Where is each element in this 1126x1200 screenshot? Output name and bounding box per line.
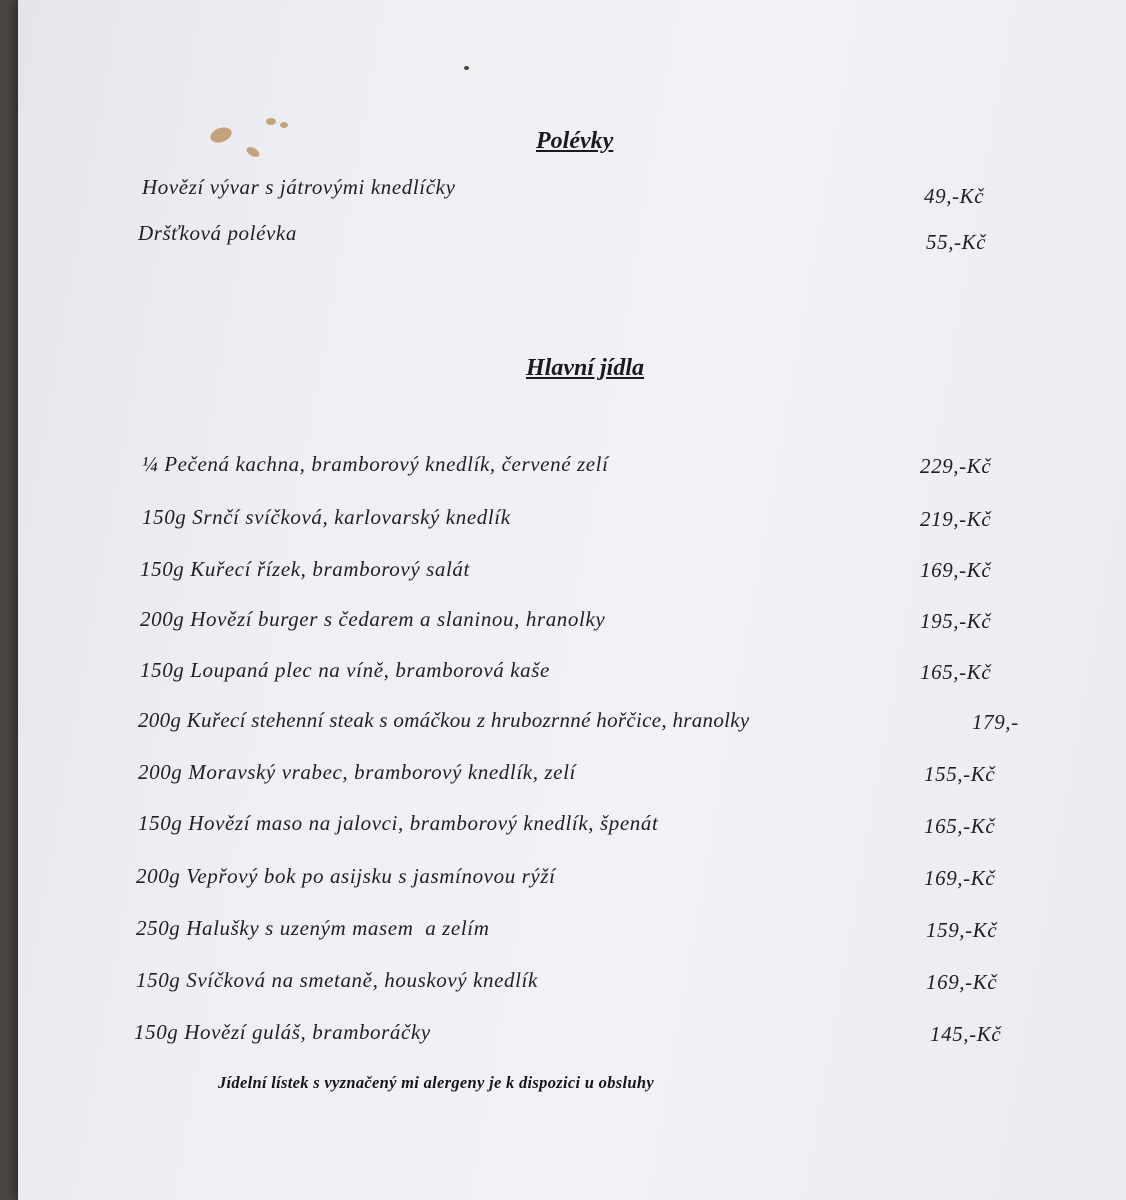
main-item-name: 150g Hovězí guláš, bramboráčky bbox=[134, 1020, 431, 1044]
main-item-price: 165,-Kč bbox=[924, 814, 996, 838]
stain-mark bbox=[280, 122, 288, 128]
main-item-name: 250g Halušky s uzeným masem a zelím bbox=[136, 916, 490, 940]
main-item-price: 195,-Kč bbox=[920, 609, 992, 633]
main-item-price: 179,- bbox=[972, 710, 1019, 734]
main-item-price: 169,-Kč bbox=[926, 970, 998, 994]
main-item-price: 229,-Kč bbox=[920, 454, 992, 478]
stain-mark bbox=[464, 66, 469, 70]
soup-item-name: Dršťková polévka bbox=[138, 221, 297, 245]
main-item-name: 150g Loupaná plec na víně, bramborová kaše bbox=[140, 658, 550, 682]
main-item-name: 150g Srnčí svíčková, karlovarský knedlík bbox=[142, 505, 511, 529]
allergen-note: Jídelní lístek s vyznačený mi alergeny je k dispozici u obsluhy bbox=[218, 1073, 654, 1092]
main-item-price: 169,-Kč bbox=[924, 866, 996, 890]
main-item-price: 219,-Kč bbox=[920, 507, 992, 531]
stain-mark bbox=[245, 145, 261, 159]
soups-title: Polévky bbox=[536, 128, 614, 154]
soup-item-name: Hovězí vývar s játrovými knedlíčky bbox=[142, 175, 456, 199]
main-item-price: 155,-Kč bbox=[924, 762, 996, 786]
main-item-price: 145,-Kč bbox=[930, 1022, 1002, 1046]
soup-item-price: 55,-Kč bbox=[926, 230, 987, 254]
stain-mark bbox=[266, 118, 276, 125]
stain-mark bbox=[208, 125, 233, 146]
main-item-name: 200g Moravský vrabec, bramborový knedlík, zelí bbox=[138, 760, 576, 784]
main-item-name: 200g Kuřecí stehenní steak s omáčkou z hrubozrnné hořčice, hranolky bbox=[138, 708, 750, 732]
mains-title: Hlavní jídla bbox=[526, 355, 645, 381]
main-item-price: 159,-Kč bbox=[926, 918, 998, 942]
menu-sheet bbox=[18, 0, 1126, 1200]
main-item-name: ¼ Pečená kachna, bramborový knedlík, červené zelí bbox=[142, 452, 609, 476]
main-item-name: 150g Kuřecí řízek, bramborový salát bbox=[140, 557, 470, 581]
main-item-price: 165,-Kč bbox=[920, 660, 992, 684]
soup-item-price: 49,-Kč bbox=[924, 184, 985, 208]
main-item-name: 150g Svíčková na smetaně, houskový knedlík bbox=[136, 968, 538, 992]
main-item-price: 169,-Kč bbox=[920, 558, 992, 582]
main-item-name: 200g Vepřový bok po asijsku s jasmínovou rýží bbox=[136, 864, 556, 888]
main-item-name: 150g Hovězí maso na jalovci, bramborový knedlík, špenát bbox=[138, 811, 659, 835]
main-item-name: 200g Hovězí burger s čedarem a slaninou, hranolky bbox=[140, 607, 606, 631]
